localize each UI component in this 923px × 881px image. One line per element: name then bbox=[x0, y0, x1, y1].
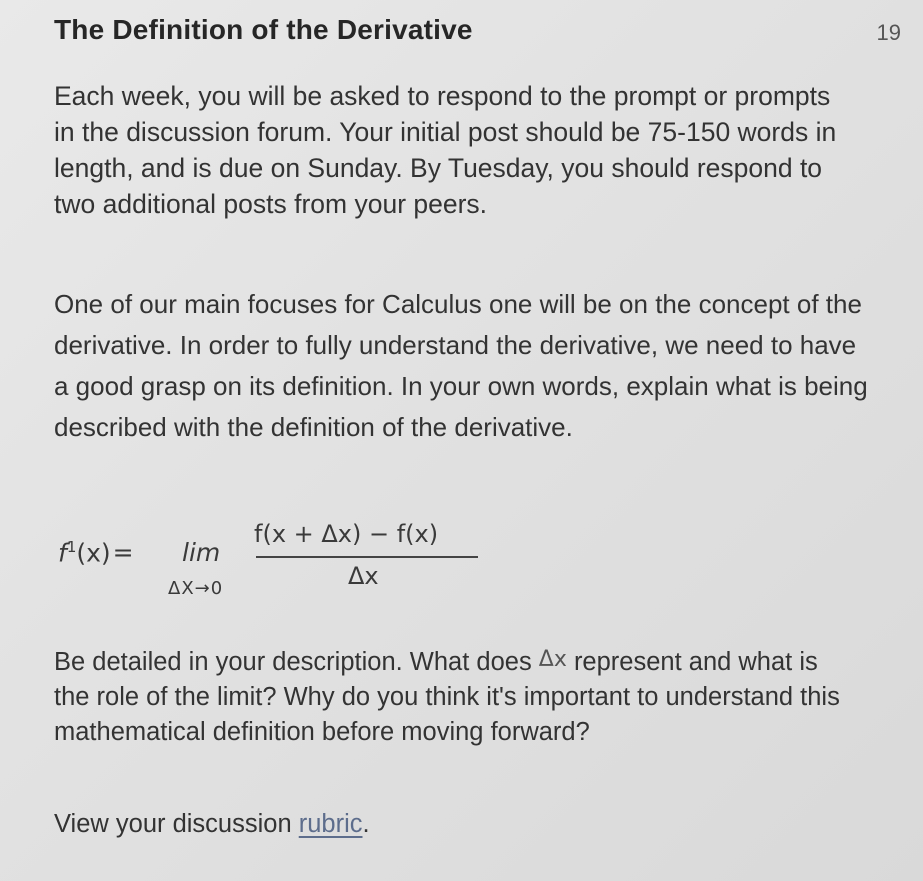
rubric-suffix: . bbox=[362, 810, 370, 838]
rubric-link[interactable]: rubric bbox=[298, 810, 363, 838]
formula-lhs bbox=[58, 538, 134, 567]
formula-fraction-bar bbox=[256, 556, 478, 558]
formula-lim-subscript: ΔX→0 bbox=[168, 578, 224, 599]
detail-text-before: Be detailed in your description. What does bbox=[54, 648, 539, 676]
rubric-line bbox=[54, 806, 370, 842]
formula-denominator: Δx bbox=[348, 562, 379, 590]
derivative-formula bbox=[58, 518, 498, 608]
detail-paragraph bbox=[54, 642, 854, 750]
intro-paragraph: Each week, you will be asked to respond to the prompt or prompts in the discussion forum. Your initial post should be 75-150 words in length, and is due on Sunday. By Tuesday, you should respond to two additional posts from your peers. bbox=[54, 81, 837, 219]
detail-text-after: represent and what is the role of the limit? Why do you think it's important to understand this mathematical definition before moving forward? bbox=[54, 648, 840, 746]
formula-lhs-function: f bbox=[58, 538, 67, 568]
page-title: The Definition of the Derivative bbox=[54, 14, 473, 45]
page-number: 19 bbox=[876, 20, 901, 45]
formula-lhs-arg: (x) bbox=[76, 538, 111, 568]
formula-equals: = bbox=[112, 538, 134, 568]
delta-x-symbol: Δx bbox=[538, 647, 567, 672]
formula-numerator: f(x + Δx) − f(x) bbox=[254, 520, 439, 548]
rubric-prefix: View your discussion bbox=[54, 810, 299, 838]
formula-lhs-superscript: 1 bbox=[66, 538, 77, 556]
formula-lim: lim bbox=[182, 538, 221, 567]
focus-paragraph: One of our main focuses for Calculus one will be on the concept of the derivative. In order to fully understand the derivative, we need to have a good grasp on its definition. In your own words, explain what is being described with the definition of the derivative. bbox=[54, 289, 868, 442]
